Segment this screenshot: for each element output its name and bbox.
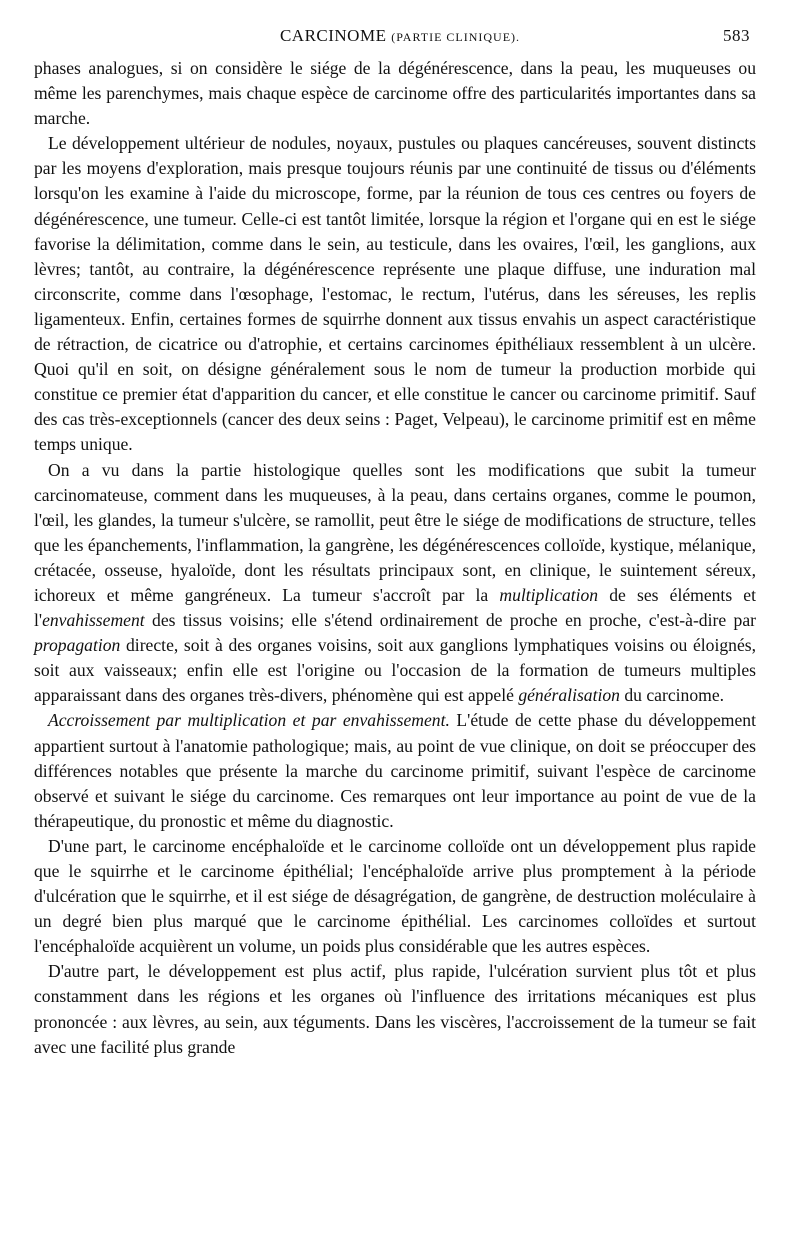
running-title-main: CARCINOME (279, 26, 387, 45)
paragraph (34, 56, 756, 131)
paragraph (34, 834, 756, 959)
text-run: directe, soit à des organes voisins, soit aux ganglions lymphatiques voisins ou éloignés, soit aux vaisseaux; enfin elle est l'origine ou l'occasion de la formation de tumeurs multiples apparaissant dans des organes très-divers, phénomène qui est appelé (34, 635, 756, 706)
running-title (0, 26, 800, 46)
italic-text: propagation (34, 635, 121, 656)
text-run: des tissus voisins; elle s'étend ordinairement de proche en proche, c'est-à-dire par (144, 610, 756, 631)
page-number: 583 (723, 26, 750, 45)
italic-text: multiplication (499, 584, 599, 605)
text-run: Le développement ultérieur de nodules, noyaux, pustules ou plaques cancéreuses, souvent distincts par les moyens d'exploration, mais presque toujours réunis par une continuité de tissus ou d'éléments lorsqu'on les examine à l'aide du microscope, forme, par la réunion de tous ces centres ou foyers de dégénérescence, une tumeur. Celle-ci est tantôt limitée, lorsque la région et l'organe qui en est le siége favorise la délimitation, comme dans le sein, au testicule, dans les ovaires, l'œil, les ganglions, aux lèvres; tantôt, au contraire, la dégénérescence représente une plaque diffuse, une induration mal circonscrite, comme dans l'œsophage, l'estomac, le rectum, l'utérus, dans les séreuses, les replis ligamenteux. Enfin, certaines formes de squirrhe donnent aux tissus envahis un aspect caractéristique de rétraction, de cicatrice ou d'atrophie, et certains carcinomes épithéliaux ressemblent à un ulcère. Quoi qu'il en soit, on désigne généralement sous le nom de tumeur la production morbide qui constitue ce premier état d'apparition du cancer, et elle constitue le cancer ou carcinome primitif. Sauf des cas très-exceptionnels (cancer des deux seins : Paget, Velpeau), le carcinome primitif est en même temps unique. (34, 133, 756, 455)
text-run: de ses éléments et l' (34, 584, 757, 631)
paragraph (34, 131, 756, 457)
text-run: D'autre part, le développement est plus actif, plus rapide, l'ulcération survient plus tôt et plus constamment dans les régions et les organes où l'influence des irritations mécaniques est plus prononcée : aux lèvres, au sein, aux téguments. Dans les viscères, l'accroissement de la tumeur se fait avec une facilité plus grande (34, 961, 756, 1057)
text-run: phases analogues, si on considère le siége de la dégénérescence, dans la peau, les muqueuses ou même les parenchymes, mais chaque espèce de carcinome offre des particularités importantes dans sa marche. (34, 58, 756, 129)
running-header (0, 26, 800, 50)
text-run: D'une part, le carcinome encéphaloïde et le carcinome colloïde ont un développement plus rapide que le squirrhe et le carcinome épithélial; l'encéphaloïde arrive plus promptement à la période d'ulcération que le squirrhe, et il est siége de désagrégation, de gangrène, de destruction moléculaire à un degré bien plus marqué que le carcinome épithélial. Les carcinomes colloïdes et surtout l'encéphaloïde acquièrent un volume, un poids plus considérable que les autres espèces. (34, 835, 756, 957)
paragraph (34, 959, 756, 1059)
italic-text: Accroissement par multiplication et par envahissement. (48, 710, 450, 731)
text-run: On a vu dans la partie histologique quelles sont les modifications que subit la tumeur carcinomateuse, comment dans les muqueuses, à la peau, dans certains organes, comme le poumon, l'œil, les glandes, la tumeur s'ulcère, se ramollit, peut être le siége de modifications de structure, telles que les épanchements, l'inflammation, la gangrène, les dégénérescences colloïde, kystique, mélanique, crétacée, osseuse, hyaloïde, dont les résultats principaux sont, en clinique, le suintement séreux, ichoreux et même gangréneux. La tumeur s'accroît par la (34, 459, 756, 605)
italic-text: envahissement (42, 610, 145, 631)
text-run: du carcinome. (619, 685, 725, 706)
running-title-sub: (PARTIE CLINIQUE). (391, 30, 521, 44)
page-body (34, 56, 756, 1060)
paragraph (34, 458, 756, 709)
text-run: L'étude de cette phase du développement appartient surtout à l'anatomie pathologique; mais, au point de vue clinique, on doit se préoccuper des différences notables que présente la marche du carcinome primitif, suivant l'espèce de carcinome observé et suivant le siége du carcinome. Ces remarques ont leur importance au point de vue de la thérapeutique, du pronostic et même du diagnostic. (34, 710, 756, 831)
italic-text: généralisation (518, 685, 620, 706)
paragraph (34, 708, 756, 833)
